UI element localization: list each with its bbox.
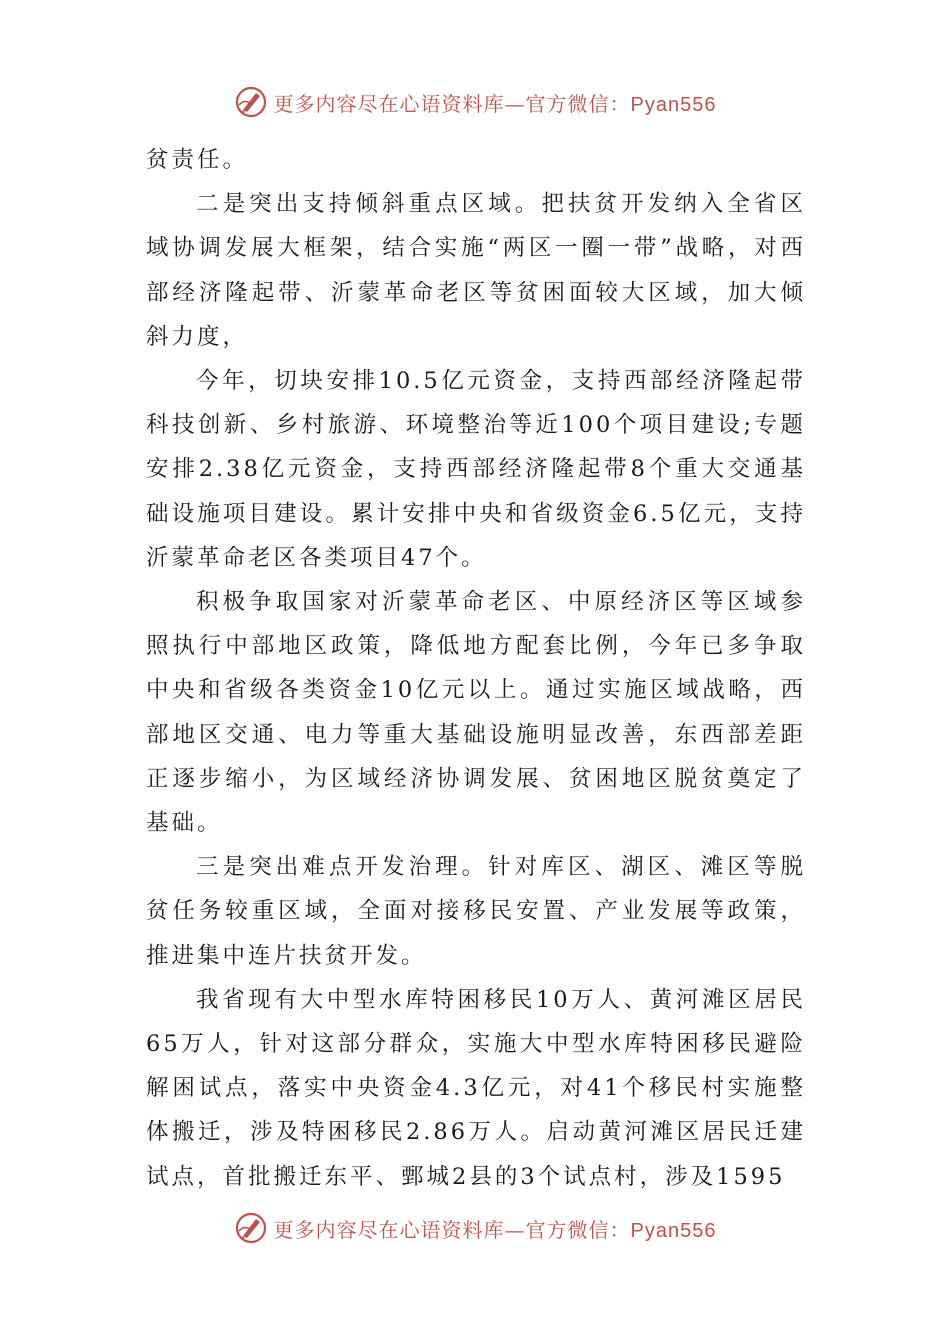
pen-logo-icon (234, 85, 268, 119)
header-watermark-label: 更多内容尽在心语资料库—官方微信： (273, 91, 631, 116)
paragraph-5: 三是突出难点开发治理。针对库区、湖区、滩区等脱贫任务较重区域，全面对接移民安置、产业发展等政策，推进集中连片扶贫开发。 (146, 854, 806, 969)
paragraph-3: 今年，切块安排10.5亿元资金，支持西部经济隆起带科技创新、乡村旅游、环境整治等近100个项目建设;专题安排2.38亿元资金，支持西部经济隆起带8个重大交通基础设施项目建设。累计安排中央和省级资金6.5亿元，支持沂蒙革命老区各类项目47个。 (146, 368, 806, 571)
header-watermark-handle: Pyan556 (630, 93, 717, 116)
paragraph-2: 二是突出支持倾斜重点区域。把扶贫开发纳入全省区域协调发展大框架，结合实施“两区一圈一带”战略，对西部经济隆起带、沂蒙革命老区等贫困面较大区域，加大倾斜力度， (146, 191, 806, 350)
footer-watermark-label: 更多内容尽在心语资料库—官方微信： (273, 1217, 631, 1242)
header-watermark-banner (0, 82, 950, 122)
footer-watermark-handle: Pyan556 (630, 1219, 717, 1242)
document-body (146, 138, 806, 1199)
paragraph-6: 我省现有大中型水库特困移民10万人、黄河滩区居民65万人，针对这部分群众，实施大中型水库特困移民避险解困试点，落实中央资金4.3亿元，对41个移民村实施整体搬迁，涉及特困移民2.86万人。启动黄河滩区居民迁建试点，首批搬迁东平、鄄城2县的3个试点村，涉及1595 (146, 986, 806, 1190)
footer-watermark-text (274, 1214, 717, 1243)
footer-watermark-banner (0, 1208, 950, 1248)
paragraph-4: 积极争取国家对沂蒙革命老区、中原经济区等区域参照执行中部地区政策，降低地方配套比例，今年已多争取中央和省级各类资金10亿元以上。通过实施区域战略，西部地区交通、电力等重大基础设施明显改善，东西部差距正逐步缩小，为区域经济协调发展、贫困地区脱贫奠定了基础。 (146, 589, 806, 837)
pen-logo-icon (234, 1211, 268, 1245)
header-watermark-text (274, 88, 717, 117)
paragraph-1: 贫责任。 (146, 147, 249, 173)
